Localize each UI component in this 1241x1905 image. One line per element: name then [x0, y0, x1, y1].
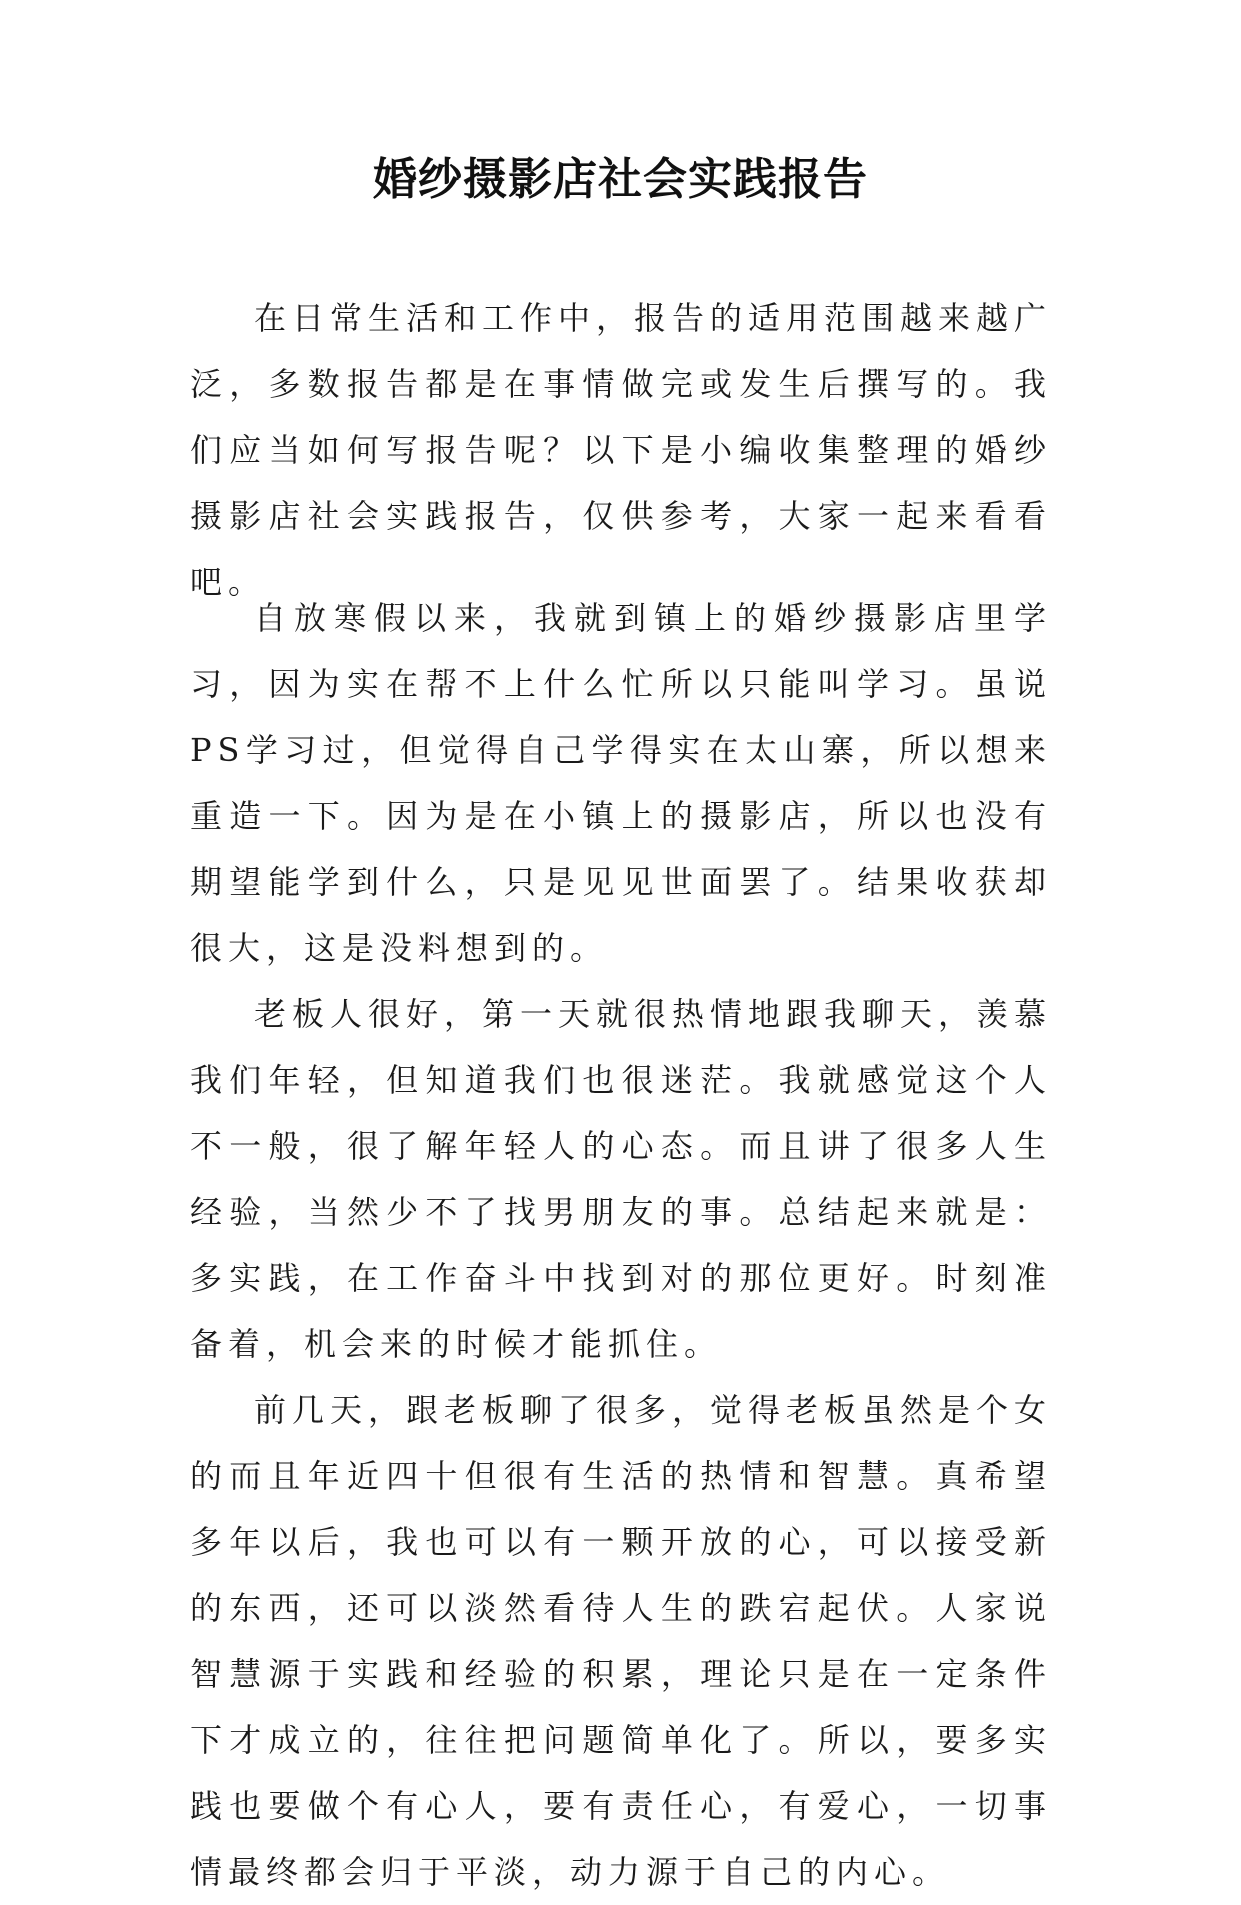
intro-section	[190, 285, 1052, 615]
document-title: 婚纱摄影店社会实践报告	[373, 154, 868, 205]
body-paragraph-3: 前几天，跟老板聊了很多，觉得老板虽然是个女的而且年近四十但很有生活的热情和智慧。真希望多年以后，我也可以有一颗开放的心，可以接受新的东西，还可以淡然看待人生的跌宕起伏。人家说智慧源于实践和经验的积累，理论只是在一定条件下才成立的，往往把问题简单化了。所以，要多实践也要做个有心人，要有责任心，有爱心，一切事情最终都会归于平淡，动力源于自己的内心。	[190, 1391, 1053, 1891]
body-paragraph-2: 老板人很好，第一天就很热情地跟我聊天，羡慕我们年轻，但知道我们也很迷茫。我就感觉这个人不一般，很了解年轻人的心态。而且讲了很多人生经验，当然少不了找男朋友的事。总结起来就是：多实践，在工作奋斗中找到对的那位更好。时刻准备着，机会来的时候才能抓住。	[190, 995, 1053, 1363]
body-paragraph-1: 自放寒假以来，我就到镇上的婚纱摄影店里学习，因为实在帮不上什么忙所以只能叫学习。虽说PS学习过，但觉得自己学得实在太山寨，所以想来重造一下。因为是在小镇上的摄影店，所以也没有期望能学到什么，只是见见世面罢了。结果收获却很大，这是没料想到的。	[190, 599, 1052, 967]
main-section	[190, 585, 1052, 1905]
intro-paragraph: 在日常生活和工作中，报告的适用范围越来越广泛，多数报告都是在事情做完或发生后撰写的。我们应当如何写报告呢？以下是小编收集整理的婚纱摄影店社会实践报告，仅供参考，大家一起来看看吧。	[190, 299, 1053, 601]
